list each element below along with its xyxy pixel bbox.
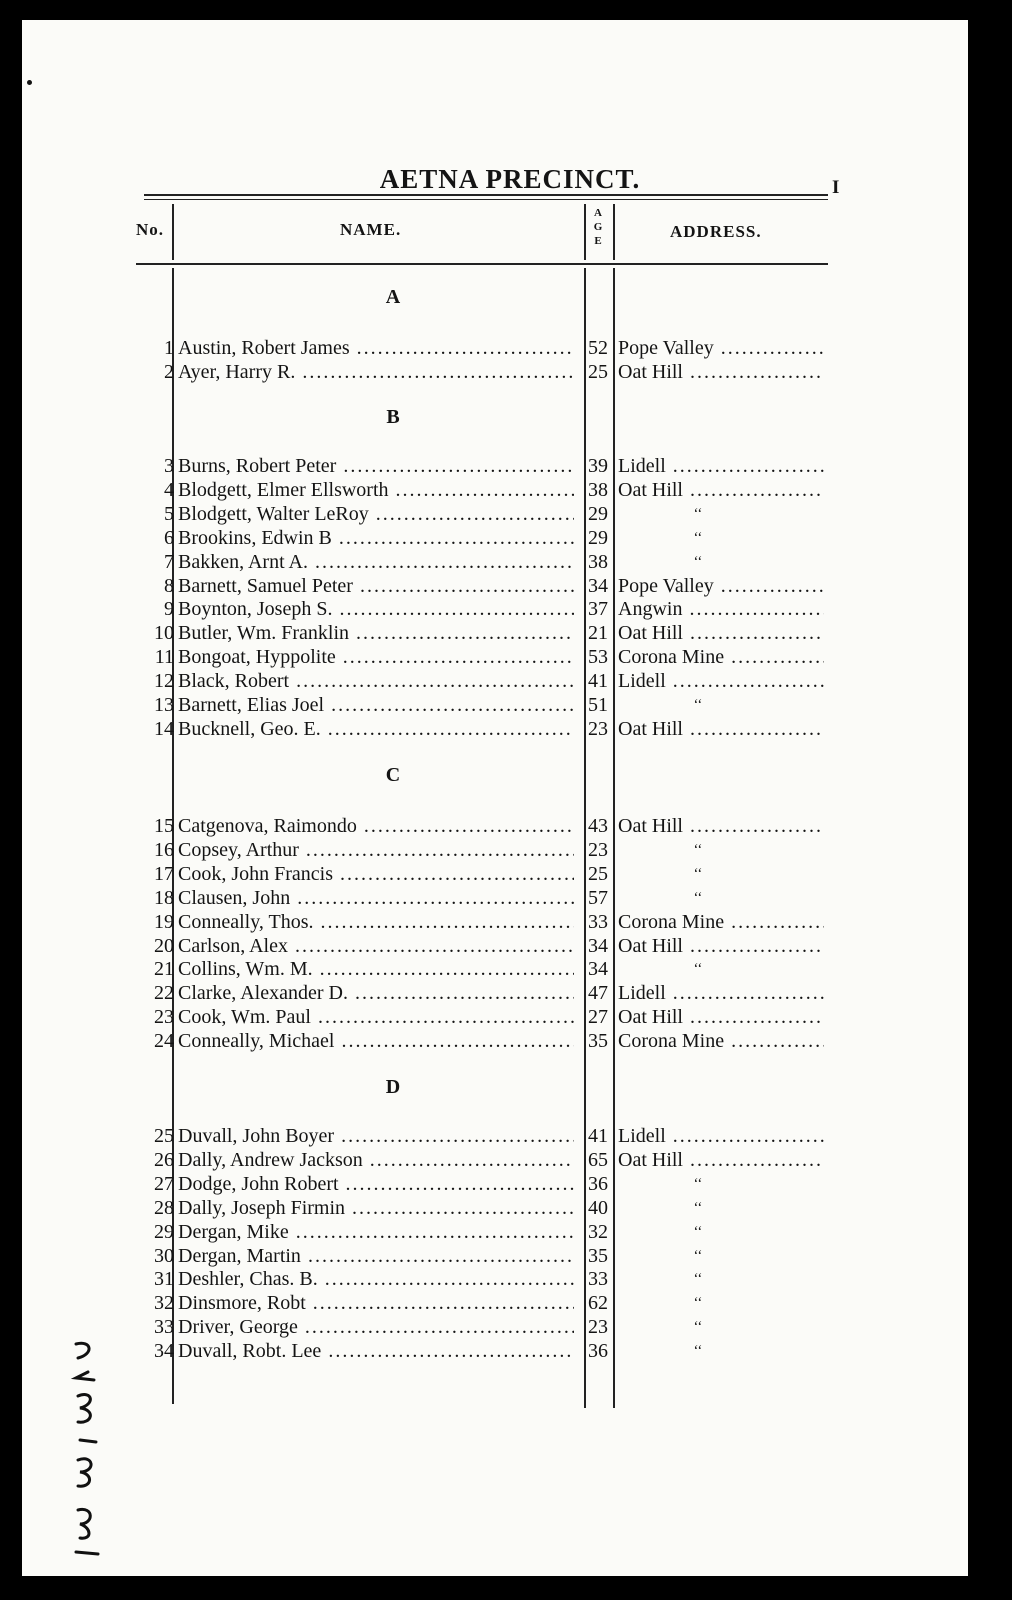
section-letter: B <box>386 406 400 428</box>
voter-name: Dally, Joseph Firmin ..... <box>178 1196 574 1220</box>
entry-number: 7 <box>164 550 174 573</box>
column-divider <box>613 204 615 260</box>
voter-age: 62 <box>588 1292 608 1315</box>
voter-age: 25 <box>588 862 608 885</box>
voter-name: Clarke, Alexander D. ..... <box>178 981 574 1005</box>
voter-address: ‘‘ <box>693 1319 703 1336</box>
entry-number: 16 <box>154 838 174 861</box>
header-age-letter: A <box>594 207 602 219</box>
voter-address: Oat Hill ..... <box>618 478 824 502</box>
voter-age: 23 <box>588 1316 608 1339</box>
column-divider <box>613 268 615 1408</box>
voter-age: 27 <box>588 1006 608 1029</box>
entry-number: 19 <box>154 910 174 933</box>
voter-age: 33 <box>588 910 608 933</box>
voter-name: Bakken, Arnt A. ..... <box>178 550 574 574</box>
entry-number: 2 <box>164 360 174 383</box>
entry-number: 10 <box>154 622 174 645</box>
voter-name: Conneally, Michael ..... <box>178 1029 574 1053</box>
entry-number: 15 <box>154 815 174 837</box>
header-age <box>589 206 607 248</box>
header-rule-top-2 <box>144 199 828 200</box>
voter-address: ‘‘ <box>693 553 703 570</box>
voter-address: Lidell ..... <box>618 454 824 478</box>
section-letter: A <box>385 286 401 308</box>
entry-number: 1 <box>164 337 174 359</box>
voter-age: 57 <box>588 886 608 909</box>
page-title: AETNA PRECINCT. <box>379 164 641 194</box>
entry-number: 28 <box>154 1196 174 1219</box>
voter-address: ‘‘ <box>693 697 703 713</box>
entry-number: 5 <box>164 502 174 525</box>
voter-name: Dergan, Mike ..... <box>178 1220 574 1244</box>
entry-number: 24 <box>154 1030 174 1053</box>
voter-address: Angwin ..... <box>618 597 824 621</box>
voter-name: Copsey, Arthur ..... <box>178 838 574 862</box>
voter-address: ‘‘ <box>693 1199 703 1216</box>
voter-name: Duvall, Robt. Lee ..... <box>178 1339 574 1363</box>
voter-age: 47 <box>588 982 608 1005</box>
voter-age: 32 <box>588 1220 608 1243</box>
voter-age: 36 <box>588 1340 608 1363</box>
voter-name: Burns, Robert Peter ..... <box>178 454 574 478</box>
voter-age: 65 <box>588 1148 608 1171</box>
voter-address: ‘‘ <box>693 529 703 546</box>
voter-name: Barnett, Elias Joel ..... <box>178 693 574 717</box>
entry-number: 26 <box>154 1148 174 1171</box>
voter-age: 43 <box>588 815 608 837</box>
voter-address: Lidell ..... <box>618 669 824 693</box>
voter-address: Corona Mine ..... <box>618 645 824 669</box>
voter-address: ‘‘ <box>693 1175 703 1192</box>
voter-age: 40 <box>588 1196 608 1219</box>
voter-address: ‘‘ <box>693 961 703 978</box>
header-age-letter: G <box>593 221 603 233</box>
header-name: NAME. <box>340 220 402 239</box>
voter-age: 25 <box>588 360 608 383</box>
voter-address: ‘‘ <box>693 1295 703 1312</box>
voter-name: Blodgett, Walter LeRoy ..... <box>178 502 574 526</box>
voter-address: ‘‘ <box>693 1271 703 1288</box>
voter-address: ‘‘ <box>693 1343 703 1360</box>
voter-name: Dally, Andrew Jackson ..... <box>178 1148 574 1172</box>
voter-age: 52 <box>588 337 608 359</box>
voter-address: ‘‘ <box>693 865 703 882</box>
voter-address: Lidell ..... <box>618 1124 824 1148</box>
handwritten-annotation-icon <box>68 1338 108 1568</box>
voter-address: Oat Hill ..... <box>618 621 824 645</box>
entry-number: 11 <box>154 646 174 669</box>
section-letter: D <box>385 1076 401 1098</box>
voter-age: 38 <box>588 550 608 573</box>
voter-age: 34 <box>588 958 608 981</box>
voter-name: Collins, Wm. M. ..... <box>178 957 574 981</box>
section-letter: C <box>385 764 401 786</box>
voter-name: Brookins, Edwin B ..... <box>178 526 574 550</box>
voter-name: Cook, John Francis ..... <box>178 862 574 886</box>
voter-age: 23 <box>588 838 608 861</box>
voter-name: Dergan, Martin ..... <box>178 1244 574 1268</box>
edge-mark <box>27 80 32 85</box>
voter-name: Cook, Wm. Paul ..... <box>178 1005 574 1029</box>
entry-number: 22 <box>154 982 174 1005</box>
voter-age: 29 <box>588 502 608 525</box>
column-divider <box>584 204 586 260</box>
voter-name: Austin, Robert James ..... <box>178 336 574 360</box>
header-rule-bottom <box>136 263 828 265</box>
voter-name: Deshler, Chas. B. ..... <box>178 1267 574 1291</box>
voter-name: Clausen, John ..... <box>178 886 574 910</box>
entry-number: 17 <box>154 862 174 885</box>
voter-name: Driver, George ..... <box>178 1315 574 1339</box>
voter-address: Pope Valley ..... <box>618 336 824 360</box>
entry-number: 12 <box>154 670 174 693</box>
voter-name: Catgenova, Raimondo ..... <box>178 814 574 838</box>
voter-name: Ayer, Harry R. ..... <box>178 360 574 384</box>
voter-age: 35 <box>588 1244 608 1267</box>
entry-number: 25 <box>154 1125 174 1147</box>
voter-name: Butler, Wm. Franklin ..... <box>178 621 574 645</box>
voter-address: ‘‘ <box>693 1247 703 1264</box>
entry-number: 34 <box>154 1340 174 1363</box>
voter-age: 35 <box>588 1030 608 1053</box>
entry-number: 30 <box>154 1244 174 1267</box>
voter-address: Oat Hill ..... <box>618 934 824 958</box>
voter-name: Carlson, Alex ..... <box>178 934 574 958</box>
page-number: I <box>832 177 840 198</box>
voter-address: Oat Hill ..... <box>618 360 824 384</box>
voter-name: Bucknell, Geo. E. ..... <box>178 717 574 741</box>
voter-age: 53 <box>588 646 608 669</box>
voter-age: 41 <box>588 1125 608 1147</box>
voter-name: Duvall, John Boyer ..... <box>178 1124 574 1148</box>
voter-age: 38 <box>588 478 608 501</box>
voter-name: Dodge, John Robert ..... <box>178 1172 574 1196</box>
entry-number: 3 <box>164 455 174 477</box>
voter-address: ‘‘ <box>693 841 703 858</box>
voter-address: ‘‘ <box>693 505 703 522</box>
voter-address: ‘‘ <box>693 889 703 906</box>
header-no: No. <box>136 220 165 239</box>
entry-number: 33 <box>154 1316 174 1339</box>
entry-number: 6 <box>164 526 174 549</box>
entry-number: 31 <box>154 1268 174 1291</box>
entry-number: 27 <box>154 1172 174 1195</box>
entry-number: 23 <box>154 1006 174 1029</box>
voter-age: 36 <box>588 1172 608 1195</box>
entry-number: 21 <box>154 958 174 981</box>
voter-name: Boynton, Joseph S. ..... <box>178 597 574 621</box>
entry-number: 8 <box>164 574 174 597</box>
voter-address: Oat Hill ..... <box>618 717 824 741</box>
voter-age: 34 <box>588 934 608 957</box>
header-address: ADDRESS. <box>670 222 762 241</box>
entry-number: 32 <box>154 1292 174 1315</box>
voter-age: 39 <box>588 455 608 477</box>
header-age-letter: E <box>594 235 602 247</box>
voter-address: Oat Hill ..... <box>618 1005 824 1029</box>
voter-address: Oat Hill ..... <box>618 1148 824 1172</box>
voter-age: 23 <box>588 717 608 740</box>
voter-address: Lidell ..... <box>618 981 824 1005</box>
voter-name: Barnett, Samuel Peter ..... <box>178 574 574 598</box>
voter-age: 29 <box>588 526 608 549</box>
voter-age: 37 <box>588 598 608 621</box>
voter-age: 21 <box>588 622 608 645</box>
column-divider <box>172 204 174 260</box>
entry-number: 4 <box>164 478 174 501</box>
entry-number: 18 <box>154 886 174 909</box>
entry-number: 14 <box>154 717 174 740</box>
document-page <box>22 20 968 1576</box>
voter-address: ‘‘ <box>693 1223 703 1240</box>
voter-name: Black, Robert ..... <box>178 669 574 693</box>
entry-number: 20 <box>154 934 174 957</box>
voter-age: 41 <box>588 670 608 693</box>
voter-age: 51 <box>588 694 608 716</box>
voter-name: Bongoat, Hyppolite ..... <box>178 645 574 669</box>
entry-number: 13 <box>154 694 174 716</box>
voter-age: 33 <box>588 1268 608 1291</box>
voter-name: Conneally, Thos. ..... <box>178 910 574 934</box>
voter-age: 34 <box>588 574 608 597</box>
voter-name: Blodgett, Elmer Ellsworth ..... <box>178 478 574 502</box>
voter-name: Dinsmore, Robt ..... <box>178 1291 574 1315</box>
voter-address: Oat Hill ..... <box>618 814 824 838</box>
header-rule-top <box>144 194 828 196</box>
voter-address: Corona Mine ..... <box>618 1029 824 1053</box>
entry-number: 9 <box>164 598 174 621</box>
voter-address: Pope Valley ..... <box>618 574 824 598</box>
voter-address: Corona Mine ..... <box>618 910 824 934</box>
entry-number: 29 <box>154 1220 174 1243</box>
